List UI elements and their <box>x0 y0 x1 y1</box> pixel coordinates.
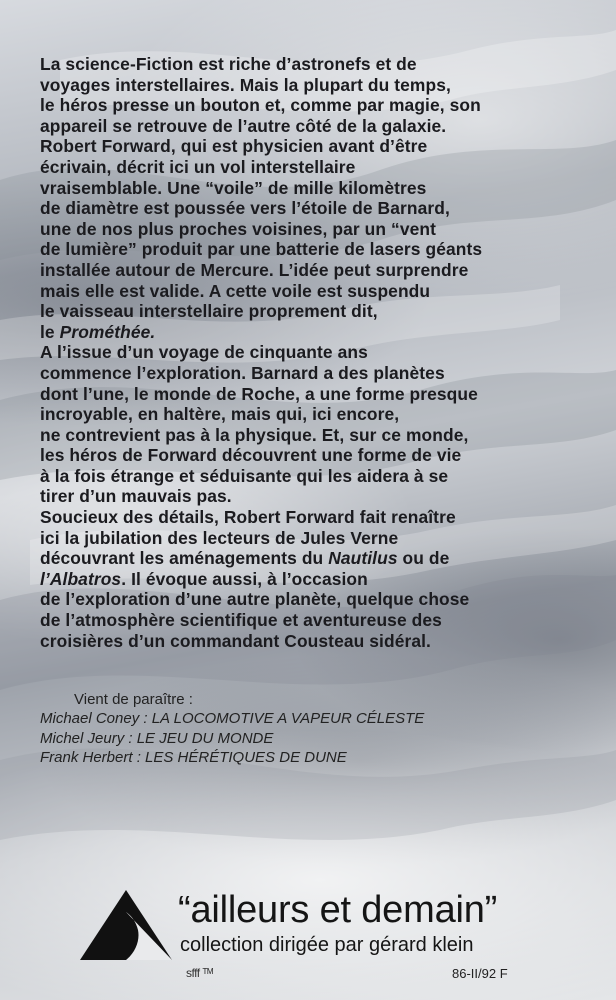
blurb-line: à la fois étrange et séduisante qui les aidera à se <box>40 465 449 486</box>
blurb-line <box>40 548 600 569</box>
blurb-line: incroyable, en haltère, mais qui, ici encore, <box>40 404 400 425</box>
blurb-line: installée autour de Mercure. L’idée peut surprendre <box>40 259 469 280</box>
blurb-fragment: . Il évoque aussi, à l’occasion <box>121 568 368 589</box>
blurb-line: une de nos plus proches voisines, par un “vent <box>40 218 436 239</box>
blurb-line: écrivain, décrit ici un vol interstellaire <box>40 156 356 177</box>
blurb-line <box>40 322 600 343</box>
blurb-line: de diamètre est poussée vers l’étoile de Barnard, <box>40 198 450 219</box>
blurb-line: appareil se retrouve de l’autre côté de la galaxie. <box>40 115 447 136</box>
blurb-line: vraisemblable. Une “voile” de mille kilomètres <box>40 177 427 198</box>
blurb-line: tirer d’un mauvais pas. <box>40 486 232 507</box>
back-cover-blurb <box>40 54 600 651</box>
blurb-line: ne contrevient pas à la physique. Et, sur ce monde, <box>40 424 469 445</box>
blurb-line: voyages interstellaires. Mais la plupart du temps, <box>40 74 451 95</box>
ship-name-albatros: l’Albatros <box>40 568 122 589</box>
blurb-line: La science-Fiction est riche d’astronefs et de <box>40 54 417 74</box>
blurb-fragment: le <box>40 321 60 342</box>
blurb-line: les héros de Forward découvrent une forme de vie <box>40 445 462 466</box>
blurb-line: commence l’exploration. Barnard a des planètes <box>40 362 445 383</box>
series-title: “ailleurs et demain” <box>178 889 498 931</box>
blurb-line: ici la jubilation des lecteurs de Jules Verne <box>40 527 399 548</box>
blurb-line: croisières d’un commandant Cousteau sidéral. <box>40 630 431 651</box>
publisher-mark: sfff ᵀᴹ <box>186 966 213 980</box>
blurb-line: Soucieux des détails, Robert Forward fait renaître <box>40 507 456 528</box>
new-release-item: Michel Jeury : LE JEU DU MONDE <box>40 729 274 747</box>
blurb-line: mais elle est valide. A cette voile est suspendu <box>40 280 431 301</box>
series-subtitle: collection dirigée par gérard klein <box>180 934 474 956</box>
new-release-item: Frank Herbert : LES HÉRÉTIQUES DE DUNE <box>40 749 347 766</box>
blurb-line: dont l’une, le monde de Roche, a une forme presque <box>40 383 478 404</box>
ship-name-nautilus: Nautilus <box>328 548 398 569</box>
blurb-line: Robert Forward, qui est physicien avant d’être <box>40 136 428 157</box>
blurb-fragment: ou de <box>397 548 450 569</box>
blurb-line: de l’exploration d’une autre planète, quelque chose <box>40 589 470 610</box>
blurb-line: le vaisseau interstellaire proprement dit, <box>40 301 378 322</box>
price-code: 86-II/92 F <box>452 966 508 981</box>
new-releases <box>40 690 580 768</box>
blurb-line <box>40 569 600 590</box>
series-logo-icon <box>78 886 174 964</box>
ship-name-promethee: Prométhée. <box>59 321 156 342</box>
blurb-fragment: découvrant les aménagements du <box>40 548 329 569</box>
new-release-item: Michael Coney : LA LOCOMOTIVE A VAPEUR CÉLESTE <box>40 710 425 727</box>
blurb-line: le héros presse un bouton et, comme par magie, son <box>40 95 481 116</box>
new-releases-title: Vient de paraître : <box>74 691 193 708</box>
blurb-line: A l’issue d’un voyage de cinquante ans <box>40 342 368 363</box>
blurb-line: de lumière” produit par une batterie de lasers géants <box>40 239 483 260</box>
blurb-line: de l’atmosphère scientifique et aventureuse des <box>40 610 442 631</box>
